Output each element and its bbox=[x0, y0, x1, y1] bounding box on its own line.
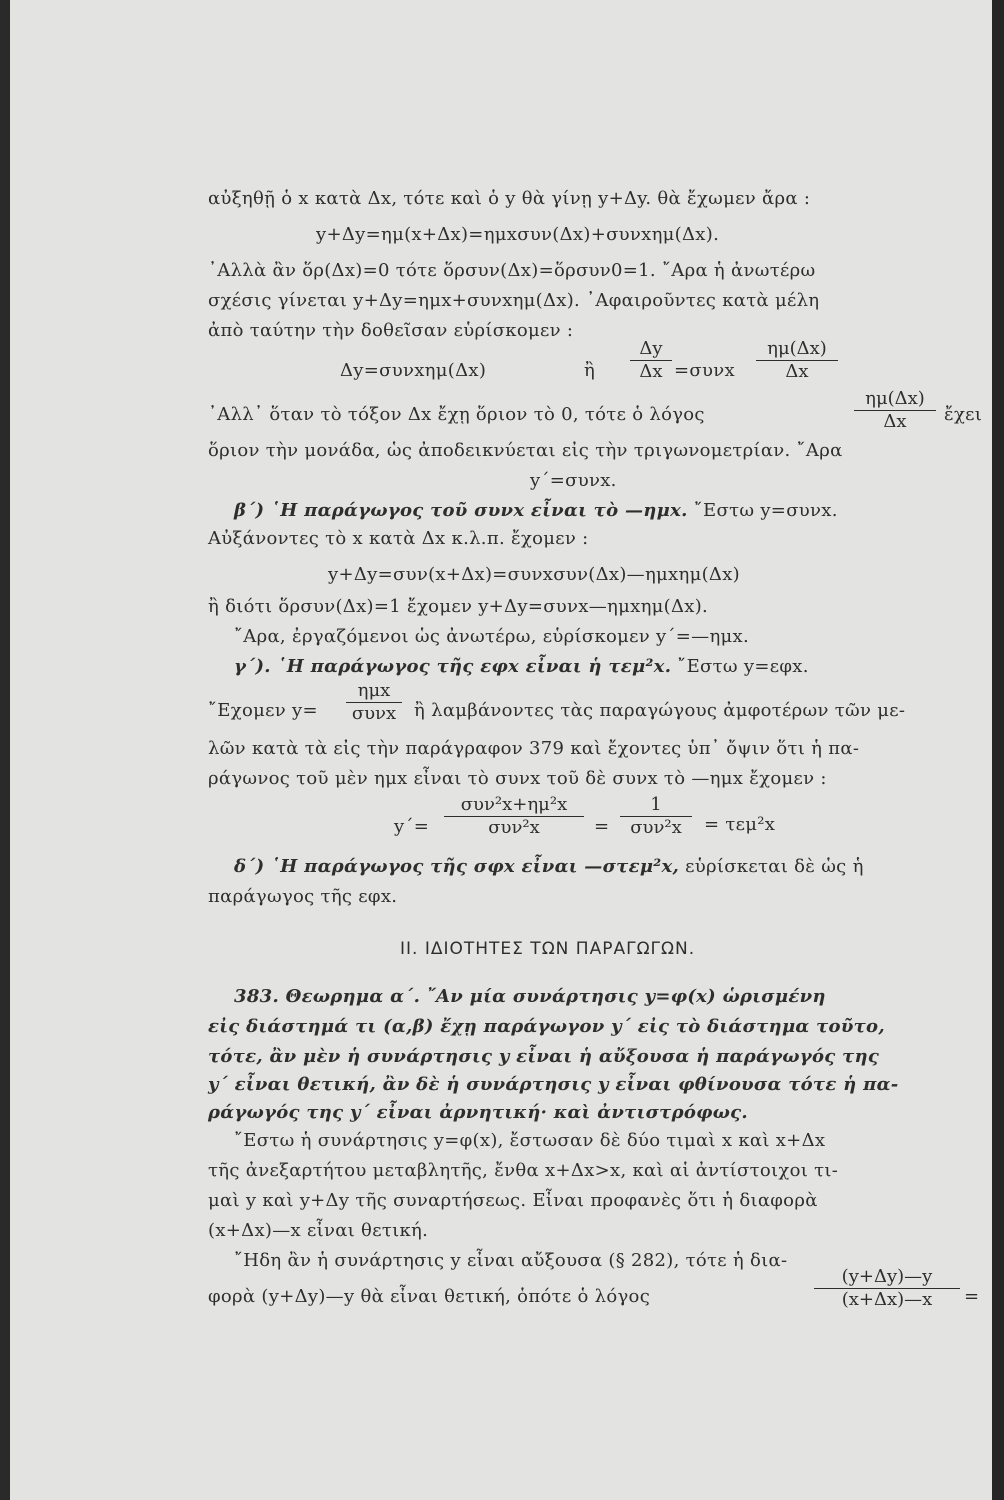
equation-line: y+Δy=ημ(x+Δx)=ημxσυν(Δx)+συνxημ(Δx). bbox=[316, 224, 720, 245]
equation-part: ῎Εχομεν y= bbox=[208, 700, 318, 721]
text-line: ἀπὸ ταύτην τὴν δοθεῖσαν εὑρίσκομεν : bbox=[208, 320, 574, 341]
text-line: ῎Αρα, ἐργαζόμενοι ὡς ἀνωτέρω, εὑρίσκομεν y΄=—ημx. bbox=[234, 626, 750, 647]
fraction-sin-dx: ημ(Δx) Δx bbox=[754, 338, 840, 383]
equation-part: = bbox=[594, 816, 610, 837]
theorem-line: τότε, ἂν μὲν ἡ συνάρτησις y εἶναι ἡ αὔξουσα ἡ παράγωγός της bbox=[208, 1046, 880, 1067]
text-line: μαὶ y καὶ y+Δy τῆς συναρτήσεως. Εἶναι προφανὲς ὅτι ἡ διαφορὰ bbox=[208, 1190, 818, 1211]
equation-part: Δy=συνxημ(Δx) bbox=[340, 360, 487, 381]
equation-part: ἢ bbox=[584, 360, 596, 381]
text-line: ῎Ηδη ἂν ἡ συνάρτησις y εἶναι αὔξουσα (§ 282), τότε ἡ δια- bbox=[234, 1250, 788, 1271]
text-line: τῆς ἀνεξαρτήτου μεταβλητῆς, ἔνθα x+Δx>x, καὶ αἱ ἀντίστοιχοι τι- bbox=[208, 1160, 839, 1181]
fraction-derivative: συν²x+ημ²x συν²x bbox=[442, 794, 586, 839]
equation-part: =συνx bbox=[674, 360, 735, 381]
text-line: λῶν κατὰ τὰ εἰς τὴν παράγραφον 379 καὶ ἔχοντες ὑπ᾿ ὄψιν ὅτι ἡ πα- bbox=[208, 738, 860, 759]
page-edge-shadow bbox=[992, 0, 1004, 1500]
equation-part: = τεμ²x bbox=[704, 814, 776, 835]
equation-line: y΄=συνx. bbox=[530, 470, 617, 491]
theorem-line: γ΄). ῾Η παράγωγος τῆς εφx εἶναι ἡ τεμ²x. ῎Εστω y=εφx. bbox=[234, 656, 809, 677]
text-line: ἢ διότι ὅρσυν(Δx)=1 ἔχομεν y+Δy=συνx—ημxημ(Δx). bbox=[208, 596, 709, 617]
theorem-line: εἰς διάστημά τι (α,β) ἔχῃ παράγωγον y΄ εἰς τὸ διάστημα τοῦτο, bbox=[208, 1016, 885, 1037]
book-page bbox=[10, 0, 992, 1500]
theorem-line: ράγωγός της y΄ εἶναι ἀρνητική· καὶ ἀντιστρόφως. bbox=[208, 1102, 749, 1123]
text-line: αὐξηθῇ ὁ x κατὰ Δx, τότε καὶ ὁ y θὰ γίνῃ y+Δy. θὰ ἔχωμεν ἄρα : bbox=[208, 188, 811, 209]
theorem-line: δ΄) ῾Η παράγωγος τῆς σφx εἶναι —στεμ²x, εὑρίσκεται δὲ ὡς ἡ bbox=[234, 856, 864, 877]
equation-line: y+Δy=συν(x+Δx)=συνxσυν(Δx)—ημxημ(Δx) bbox=[328, 564, 740, 585]
theorem-title: 383. Θεωρημα α΄. ῎Αν μία συνάρτησις y=φ(x) ὡρισμένη bbox=[234, 986, 826, 1007]
text-line: ράγωνος τοῦ μὲν ημx εἶναι τὸ συνx τοῦ δὲ συνx τὸ —ημx ἔχομεν : bbox=[208, 768, 827, 789]
text-line: (x+Δx)—x εἶναι θετική. bbox=[208, 1220, 429, 1241]
text-line: Αὐξάνοντες τὸ x κατὰ Δx κ.λ.π. ἔχομεν : bbox=[208, 528, 589, 549]
fraction-difference-quotient: (y+Δy)—y (x+Δx)—x bbox=[812, 1266, 962, 1311]
fraction-one-over-cos: 1 συν²x bbox=[618, 794, 694, 839]
text-line: σχέσις γίνεται y+Δy=ημx+συνxημ(Δx). ᾿Αφαιροῦντες κατὰ μέλη bbox=[208, 290, 820, 311]
text-line: ᾿Αλλὰ ἂν ὅρ(Δx)=0 τότε ὅρσυν(Δx)=ὅρσυν0=1. ῎Αρα ἡ ἀνωτέρω bbox=[208, 260, 816, 281]
theorem-line: β΄) ῾Η παράγωγος τοῦ συνx εἶναι τὸ —ημx. ῎Εστω y=συνx. bbox=[234, 500, 838, 521]
equation-part: = bbox=[964, 1286, 980, 1307]
text-line: ὅριον τὴν μονάδα, ὡς ἀποδεικνύεται εἰς τὴν τριγωνομετρίαν. ῎Αρα bbox=[208, 440, 843, 461]
section-heading: II. ΙΔΙΟΤΗΤΕΣ ΤΩΝ ΠΑΡΑΓΩΓΩΝ. bbox=[400, 939, 696, 959]
equation-part: y΄= bbox=[394, 816, 430, 837]
text-line: ἔχει bbox=[944, 404, 983, 425]
text-line: ἢ λαμβάνοντες τὰς παραγώγους ἀμφοτέρων τῶν με- bbox=[414, 700, 906, 721]
book-spine-shadow bbox=[0, 0, 10, 1500]
theorem-line: y΄ εἶναι θετική, ἂν δὲ ἡ συνάρτησις y εἶναι φθίνουσα τότε ἡ πα- bbox=[208, 1074, 899, 1095]
fraction-ratio: ημ(Δx) Δx bbox=[852, 388, 938, 433]
text-line: ῎Εστω ἡ συνάρτησις y=φ(x), ἔστωσαν δὲ δύο τιμαὶ x καὶ x+Δx bbox=[234, 1130, 826, 1151]
text-line: ᾿Αλλ᾿ ὅταν τὸ τόξον Δx ἔχῃ ὅριον τὸ 0, τότε ὁ λόγος bbox=[208, 404, 705, 425]
text-line: παράγωγος τῆς εφx. bbox=[208, 886, 398, 907]
fraction-dy-dx: Δy Δx bbox=[628, 338, 674, 383]
text-line: φορὰ (y+Δy)—y θὰ εἶναι θετική, ὁπότε ὁ λόγος bbox=[208, 1286, 651, 1307]
fraction-tan: ημx συνx bbox=[344, 680, 404, 725]
